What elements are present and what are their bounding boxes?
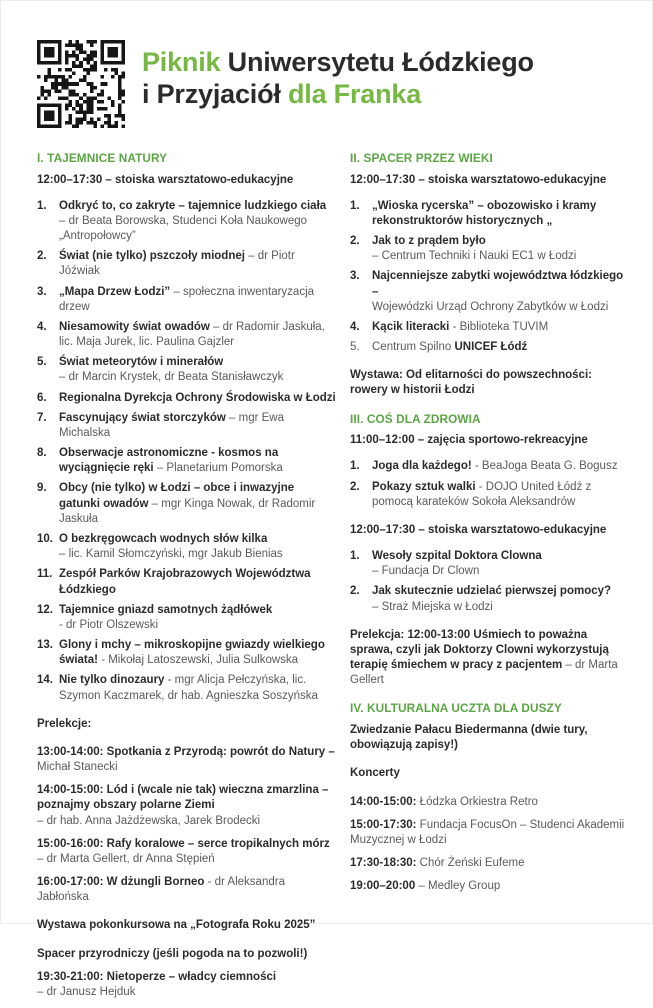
text-regular: – Medley Group xyxy=(415,880,501,893)
qr-code xyxy=(37,40,125,128)
column-left xyxy=(37,151,337,1008)
time-subheading: 12:00–17:30 – stoiska warsztatowo-edukacyjne xyxy=(350,523,607,536)
item-text xyxy=(59,249,337,279)
program-item xyxy=(37,411,337,441)
text-bold: Wesoły szpital Doktora Clowna xyxy=(372,550,542,563)
text-regular: Łódzka Orkiestra Retro xyxy=(416,795,538,808)
program-columns xyxy=(37,151,629,1008)
program-item xyxy=(350,459,631,474)
text-regular: – Planetarium Pomorska xyxy=(153,462,283,475)
item-number: 2. xyxy=(37,250,47,263)
text-bold: 15:00-16:00: Rafy koralowe – serce tropikalnych mórz xyxy=(37,837,330,850)
program-item xyxy=(37,249,337,279)
program-paragraph xyxy=(350,368,631,398)
item-number: 5. xyxy=(350,341,360,354)
text-regular: - dr Piotr Olszewski xyxy=(59,618,159,631)
program-item xyxy=(37,355,337,385)
text-bold: Pokazy sztuk walki xyxy=(372,480,476,493)
item-text xyxy=(372,584,631,614)
item-text xyxy=(59,567,337,597)
text-bold: „Mapa Drzew Łodzi” xyxy=(59,285,171,298)
program-item xyxy=(37,446,337,476)
program-paragraph xyxy=(350,795,631,810)
item-text xyxy=(59,446,337,476)
program-item xyxy=(37,567,337,597)
item-text xyxy=(59,355,337,385)
text-bold: Wystawa: Od elitarności do powszechności: rowery w historii Łodzi xyxy=(350,369,592,397)
item-text xyxy=(372,320,631,335)
item-number: 12. xyxy=(37,603,53,616)
text-regular: – Centrum Techniki i Nauki EC1 w Łodzi xyxy=(372,250,577,263)
text-regular: Wojewódzki Urząd Ochrony Zabytków w Łodzi xyxy=(372,300,609,313)
title-black-part: i Przyjaciół xyxy=(142,79,288,110)
text-regular: - mgr Alicja Pełczyńska, lic. Szymon Kaczmarek, dr hab. Agnieszka Soszyńska xyxy=(59,674,318,702)
program-paragraph xyxy=(350,879,631,894)
program-item xyxy=(350,234,631,264)
text-bold: Obserwacje astronomiczne - kosmos na wyciągnięcie ręki xyxy=(59,447,279,475)
text-bold: Regionalna Dyrekcja Ochrony Środowiska w Łodzi xyxy=(59,391,336,404)
item-text xyxy=(59,638,337,668)
program-paragraph xyxy=(37,783,337,829)
program-item xyxy=(37,532,337,562)
item-text xyxy=(372,234,631,264)
text-bold: Prelekcje: xyxy=(37,717,92,730)
item-number: 2. xyxy=(350,585,360,598)
item-number: 1. xyxy=(350,460,360,473)
column-right xyxy=(350,151,631,902)
text-bold: Zespół Parków Krajobrazowych Województwa Łódzkiego xyxy=(59,568,311,596)
program-item xyxy=(350,340,631,355)
item-text xyxy=(59,320,337,350)
item-number: 7. xyxy=(37,411,47,424)
program-paragraph xyxy=(37,837,337,867)
text-bold: 19:30-21:00: Nietoperze – władcy ciemności xyxy=(37,970,277,983)
program-item xyxy=(350,269,631,315)
text-bold: Odkryć to, co zakryte – tajemnice ludzkiego ciała xyxy=(59,199,327,212)
program-item xyxy=(350,584,631,614)
text-bold: Jak to z prądem było xyxy=(372,235,486,248)
program-item xyxy=(37,673,337,703)
item-number: 2. xyxy=(350,480,360,493)
section-heading: III. COŚ DLA ZDROWIA xyxy=(350,411,481,426)
text-bold: Zwiedzanie Pałacu Biedermanna (dwie tury, obowiązują zapisy!) xyxy=(350,723,588,752)
item-number: 8. xyxy=(37,447,47,460)
text-bold: „Wioska rycerska” – obozowisko i kramy rekonstruktorów historycznych „ xyxy=(372,199,597,227)
program-paragraph xyxy=(350,766,631,781)
title-green-part: dla Franka xyxy=(287,79,422,110)
item-number: 3. xyxy=(350,270,360,283)
text-regular: – dr hab. Anna Jażdżewska, Jarek Brodecki xyxy=(37,814,261,827)
program-paragraph xyxy=(350,628,631,689)
program-item xyxy=(350,320,631,335)
text-regular: – dr Marta Gellert xyxy=(350,659,618,687)
item-number: 6. xyxy=(37,391,47,404)
section-heading: IV. KULTURALNA UCZTA DLA DUSZY xyxy=(350,701,562,716)
program-item xyxy=(37,391,337,406)
text-bold: Obcy (nie tylko) w Łodzi – obce i inwazyjne gatunki owadów xyxy=(59,482,295,510)
text-regular: - dr Aleksandra Jabłońska xyxy=(37,876,285,904)
text-regular: – Straż Miejska w Łodzi xyxy=(372,600,493,613)
item-text xyxy=(372,480,631,510)
item-text xyxy=(372,199,631,229)
page-header xyxy=(37,40,629,128)
text-bold: Prelekcja: 12:00-13:00 Uśmiech to poważna sprawa, czyli jak Doktorzy Clowni wykorzystują terapię śmiechem w pracy z pacjentem xyxy=(350,628,609,672)
text-regular: Chór Żeński Eufeme xyxy=(416,857,525,870)
text-regular: – mgr Kinga Nowak, dr Radomir Jaskuła xyxy=(59,497,316,525)
text-bold: 17:30-18:30: xyxy=(350,857,417,870)
item-text xyxy=(372,269,631,315)
text-regular: – lic. Kamil Słomczyński, mgr Jakub Bienias xyxy=(59,548,283,561)
item-number: 5. xyxy=(37,356,47,369)
program-item xyxy=(37,320,337,350)
item-text xyxy=(59,673,337,703)
text-regular: – dr Radomir Jaskuła, lic. Maja Jurek, lic. Paulina Gajzler xyxy=(59,320,325,349)
text-bold: Świat meteorytów i minerałów xyxy=(59,356,224,369)
program-item xyxy=(350,549,631,579)
item-text xyxy=(59,391,337,406)
program-paragraph xyxy=(350,723,631,753)
text-bold: Kącik literacki xyxy=(372,320,450,333)
item-number: 9. xyxy=(37,482,47,495)
time-subheading: 12:00–17:30 – stoiska warsztatowo-edukacyjne xyxy=(350,173,607,186)
program-paragraph xyxy=(37,745,337,775)
text-regular: - BeaJoga Beata G. Bogusz xyxy=(471,460,618,473)
text-bold: Wystawa pokonkursowa na „Fotografa Roku 2025” xyxy=(37,919,316,932)
program-item xyxy=(350,199,631,229)
text-regular: Fundacja FocusOn – Studenci Akademii Muzycznej w Łodzi xyxy=(350,818,625,846)
item-number: 10. xyxy=(37,533,53,545)
text-bold: Glony i mchy – mikroskopijne gwiazdy wielkiego świata! xyxy=(59,639,325,667)
text-bold: Nie tylko dinozaury xyxy=(59,674,165,687)
item-number: 1. xyxy=(350,550,360,563)
page-title xyxy=(142,46,534,111)
title-green-part: Piknik xyxy=(142,47,221,77)
text-bold: O bezkręgowcach wodnych słów kilka xyxy=(59,533,268,545)
item-text xyxy=(59,532,337,562)
item-number: 3. xyxy=(37,285,47,298)
program-item xyxy=(37,603,337,633)
text-bold: Świat (nie tylko) pszczoły miodnej xyxy=(59,250,245,263)
text-regular: – mgr Ewa Michalska xyxy=(59,411,284,439)
text-bold: 13:00-14:00: Spotkania z Przyrodą: powrót do Natury – xyxy=(37,745,335,758)
text-bold: 14:00-15:00: Lód i (wcale nie tak) wieczna zmarzlina – poznajmy obszary polarne Ziemi xyxy=(37,784,329,812)
item-text xyxy=(59,481,337,527)
item-number: 2. xyxy=(350,235,360,248)
program-item xyxy=(350,480,631,510)
text-bold: Fascynujący świat storczyków xyxy=(59,411,226,424)
program-paragraph xyxy=(37,875,337,905)
text-bold: Jak skutecznie udzielać pierwszej pomocy? xyxy=(372,585,612,598)
text-regular: – dr Beata Borowska, Studenci Koła Naukowego „Antropołowcy” xyxy=(59,214,308,243)
item-number: 14. xyxy=(37,674,53,687)
program-paragraph xyxy=(37,970,337,1000)
program-item xyxy=(37,638,337,668)
time-subheading: 12:00–17:30 – stoiska warsztatowo-edukacyjne xyxy=(37,173,294,186)
program-item xyxy=(37,285,337,315)
item-text xyxy=(372,459,631,474)
item-text xyxy=(59,603,337,633)
program-item xyxy=(37,481,337,527)
time-subheading: 11:00–12:00 – zajęcia sportowo-rekreacyjne xyxy=(350,434,588,447)
item-text xyxy=(59,411,337,441)
text-regular: – dr Marta Gellert, dr Anna Stępień xyxy=(37,852,215,865)
text-regular: – dr Marcin Krystek, dr Beata Stanisławczyk xyxy=(59,371,284,384)
text-bold: Najcenniejsze zabytki województwa łódzkiego – xyxy=(372,270,624,298)
item-number: 13. xyxy=(37,639,53,652)
text-bold: 15:00-17:30: xyxy=(350,818,417,831)
item-text xyxy=(59,199,337,245)
program-paragraph xyxy=(37,717,337,732)
text-bold: Spacer przyrodniczy (jeśli pogoda na to pozwoli!) xyxy=(37,947,308,960)
item-number: 1. xyxy=(37,199,47,212)
text-bold: 16:00-17:00: W dżungli Borneo xyxy=(37,876,205,889)
item-text xyxy=(372,340,631,355)
text-regular: – dr Janusz Hejduk xyxy=(37,985,136,998)
text-regular: – społeczna inwentaryzacja drzew xyxy=(59,285,315,313)
text-bold: 19:00–20:00 xyxy=(350,880,416,893)
section-heading: II. SPACER PRZEZ WIEKI xyxy=(350,151,493,165)
text-bold: Niesamowity świat owadów xyxy=(59,320,210,333)
section-heading: I. TAJEMNICE NATURY xyxy=(37,151,168,165)
item-text xyxy=(59,285,337,315)
text-regular: Centrum Spilno xyxy=(372,341,455,354)
text-regular: - Mikołaj Latoszewski, Julia Sulkowska xyxy=(98,654,299,667)
title-black-part: Uniwersytetu Łódzkiego xyxy=(220,47,534,77)
program-paragraph xyxy=(350,818,631,848)
item-number: 4. xyxy=(350,320,360,333)
text-regular: - Biblioteka TUVIM xyxy=(449,320,549,333)
text-bold: 14:00-15:00: xyxy=(350,795,417,808)
text-bold: Tajemnice gniazd samotnych żądłówek xyxy=(59,603,273,616)
text-regular: Michał Stanecki xyxy=(37,761,118,774)
text-bold: Joga dla każdego! xyxy=(372,460,472,473)
item-number: 11. xyxy=(37,568,53,581)
text-bold: Koncerty xyxy=(350,767,400,780)
text-regular: – dr Piotr Jóźwiak xyxy=(59,250,295,278)
text-regular: – Fundacja Dr Clown xyxy=(372,565,480,578)
item-number: 1. xyxy=(350,199,360,212)
item-text xyxy=(372,549,631,579)
item-number: 4. xyxy=(37,320,47,333)
text-regular: - DOJO United Łódź z pomocą karateków Sokoła Aleksandrów xyxy=(372,480,592,508)
program-paragraph xyxy=(37,947,337,962)
program-paragraph xyxy=(37,918,337,933)
program-item xyxy=(37,199,337,245)
program-paragraph xyxy=(350,856,631,871)
text-bold: UNICEF Łódź xyxy=(454,341,528,354)
